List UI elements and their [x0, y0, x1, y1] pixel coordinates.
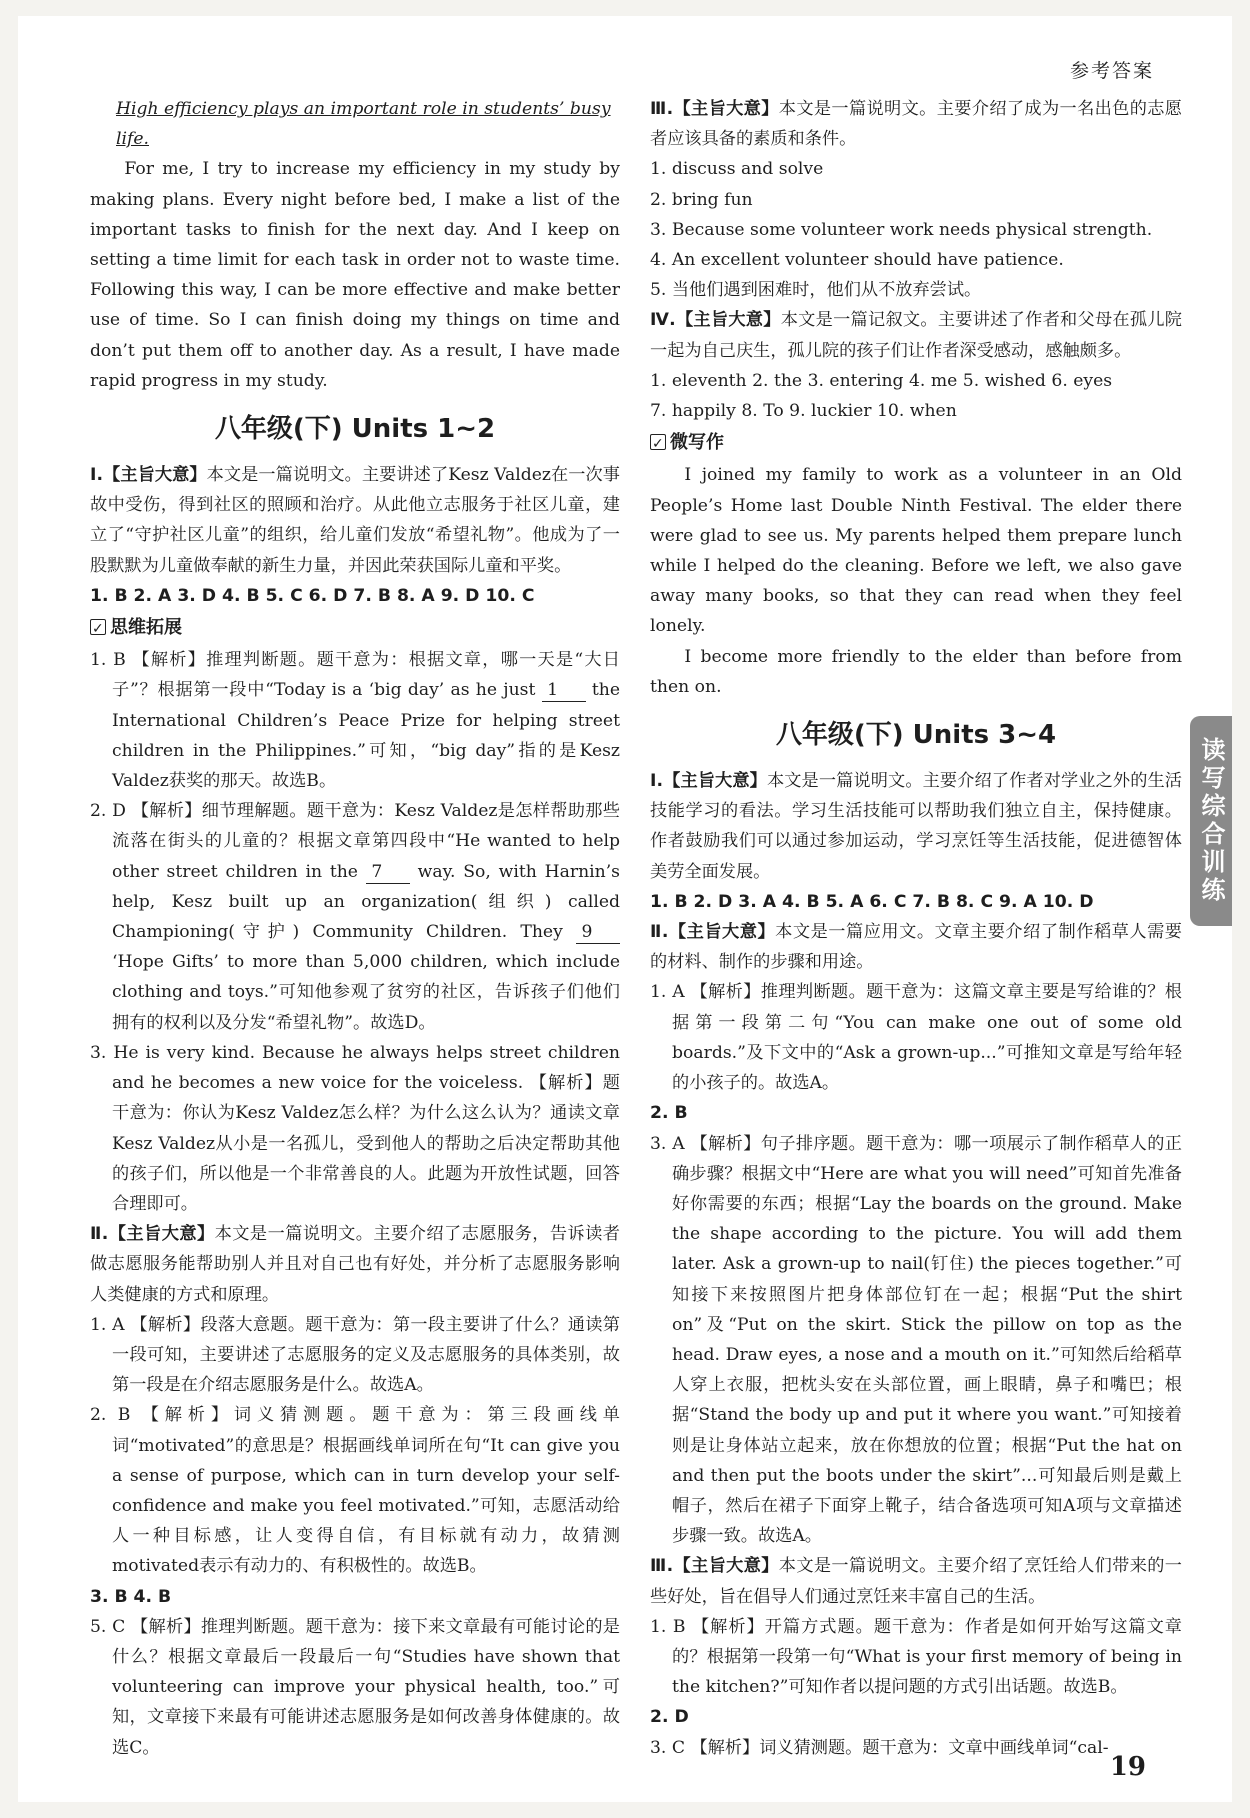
thinking-answer-3: 3. He is very kind. Because he always helps street children and he becomes a new voice for the voiceless. 【解析】题干意为：你认为Kesz Valdez怎么样？为什么这么认为？通读文章Kesz Valdez从小是一名孤儿，受到他人的帮助之后决定帮助其他的孩子们，所以他是一个非常善良的人。此题为开放性试题，回答合理即可。: [90, 1042, 620, 1214]
page-number: 19: [1109, 1752, 1146, 1782]
left-column: [90, 94, 620, 1763]
unit-heading-1-2: 八年级(下) Units 1~2: [214, 414, 496, 445]
section-4-answers-line-2: 7. happily 8. To 9. luckier 10. when: [650, 401, 957, 422]
section-3-answer-2: 2. bring fun: [650, 189, 753, 210]
essay-intro-line: High efficiency plays an important role in students’ busy life.: [116, 99, 611, 150]
section-2-q3-q4: 3. B 4. B: [90, 1586, 172, 1607]
section-2-q5: 5. C 【解析】推理判断题。题干意为：接下来文章最有可能讨论的是什么？根据文章最后一段最后一句“Studies have shown that volunteering can improve your physical health, too.”可知，文章接下来最有可能讲述志愿服务是如何改善身体健康的。故选C。: [90, 1616, 620, 1758]
micro-writing-paragraph-1: I joined my family to work as a volunteer in an Old People’s Home last Double Ninth Festival. The elder there were glad to see us. My parents helped them prepare lunch while I helped do the cleaning. Before we left, we also gave away many books, so that they can read when they feel lonely.: [650, 465, 1182, 637]
section-1-tag: Ⅰ.【主旨大意】: [90, 465, 207, 486]
section-2-q2: 2. B 【解析】词义猜测题。题干意为：第三段画线单词“motivated”的意思是？根据画线单词所在句“It can give you a sense of purpose, which can in turn develop your self-confidence and make you feel motivated.”可知，志愿活动给人一种目标感，让人变得自信，有目标就有动力，故猜测motivated表示有动力的、有积极性的。故选B。: [90, 1405, 620, 1577]
right-column: [650, 94, 1182, 1763]
micro-writing-paragraph-2: I become more friendly to the elder than before from then on.: [650, 646, 1182, 697]
section-3-answer-5: 5. 当他们遇到困难时，他们从不放弃尝试。: [650, 280, 982, 301]
section-2-q1: 1. A 【解析】段落大意题。题干意为：第一段主要讲了什么？通读第一段可知，主要讲述了志愿服务的定义及志愿服务的具体类别，故第一段是在介绍志愿服务是什么。故选A。: [90, 1314, 620, 1396]
section-4-summary: Ⅳ.【主旨大意】本文是一篇记叙文。主要讲述了作者和父母在孤儿院一起为自己庆生，孤儿院的孩子们让作者深受感动，感触颇多。: [650, 310, 1182, 361]
side-tab-label: 读写综合训练: [1190, 716, 1232, 926]
unit-heading-3-4: 八年级(下) Units 3~4: [775, 720, 1057, 751]
unit34-section-3-q1: 1. B 【解析】开篇方式题。题干意为：作者是如何开始写这篇文章的？根据第一段第一句“What is your first memory of being in the kitchen?”可知作者以提问题的方式引出话题。故选B。: [650, 1616, 1182, 1698]
page-header: 参考答案: [1069, 60, 1154, 82]
unit34-section-3-q2: 2. D: [650, 1707, 689, 1728]
thinking-answer-2: 2. D 【解析】细节理解题。题干意为：Kesz Valdez是怎样帮助那些流落在街头的儿童的？根据文章第四段中“He wanted to help other street children in the 7 way. So, with Harnin’s help, Kesz built up an organization(组织) called Championing(守护) Community Children. They 9 ‘Hope Gifts’ to more than 5,000 children, which include clothing and toys.”可知他参观了贫穷的社区，告诉孩子们他们拥有的权利以及分发“希望礼物”。故选D。: [90, 801, 621, 1033]
section-3-answer-4: 4. An excellent volunteer should have patience.: [650, 250, 1064, 271]
unit34-section-1-summary: Ⅰ.【主旨大意】本文是一篇说明文。主要介绍了作者对学业之外的生活技能学习的看法。学习生活技能可以帮助我们独立自主，保持健康。作者鼓励我们可以通过参加运动，学习烹饪等生活技能，促进德智体美劳全面发展。: [650, 771, 1182, 882]
unit34-section-2-q3: 3. A 【解析】句子排序题。题干意为：哪一项展示了制作稻草人的正确步骤？根据文中“Here are what you will need”可知首先准备好你需要的东西；根据“Lay the boards on the ground. Make the shape according to the picture. You will add them later. Ask a grown-up to nail(钉住) the pieces together.”可知接下来按照图片把身体部位钉在一起；根据“Put the shirt on”及“Put on the skirt. Stick the pillow on top as the head. Draw eyes, a nose and a mouth on it.”可知然后给稻草人穿上衣服，把枕头安在头部位置，画上眼睛，鼻子和嘴巴；根据“Stand the body up and put it where you want.”可知接着则是让身体站立起来，放在你想放的位置；根据“Put the hat on and then put the boots under the skirt”...可知最后则是戴上帽子，然后在裙子下面穿上靴子，结合备选项可知A项与文章描述步骤一致。故选A。: [650, 1133, 1182, 1547]
thinking-answer-1: 1. B 【解析】推理判断题。题干意为：根据文章，哪一天是“大日子”？根据第一段中“Today is a ‘big day’ as he just 1 the International Children’s Peace Prize for helping street children in the Philippines.”可知，“big day”指的是Kesz Valdez获奖的那天。故选B。: [90, 650, 621, 792]
essay-paragraph: For me, I try to increase my efficiency in my study by making plans. Every night before bed, I make a list of the important tasks to finish for the next day. And I keep on setting a time limit for each task in order not to waste time. Following this way, I can be more effective and make better use of time. So I can finish doing my things on time and don’t put them off to another day. As a result, I have made rapid progress in my study.: [90, 159, 620, 391]
unit34-section-2-q2: 2. B: [650, 1103, 688, 1124]
answer-page: [18, 16, 1232, 1802]
section-3-summary: Ⅲ.【主旨大意】本文是一篇说明文。主要介绍了成为一名出色的志愿者应该具备的素质和条件。: [650, 99, 1182, 150]
unit34-section-1-answers: 1. B 2. D 3. A 4. B 5. A 6. C 7. B 8. C 9. A 10. D: [650, 891, 1094, 912]
section-3-answer-3: 3. Because some volunteer work needs physical strength.: [650, 219, 1153, 240]
unit34-section-2-summary: Ⅱ.【主旨大意】本文是一篇应用文。文章主要介绍了制作稻草人需要的材料、制作的步骤和用途。: [650, 922, 1182, 973]
micro-writing-title: ✓微写作: [650, 428, 1182, 458]
checkbox-icon: [650, 434, 666, 450]
section-4-answers-line-1: 1. eleventh 2. the 3. entering 4. me 5. wished 6. eyes: [650, 370, 1113, 391]
unit34-section-2-q1: 1. A 【解析】推理判断题。题干意为：这篇文章主要是写给谁的？根据第一段第二句“You can make one out of some old boards.”及下文中的“Ask a grown-up...”可推知文章是写给年轻的小孩子的。故选A。: [650, 982, 1182, 1094]
section-1-text: 本文是一篇说明文。主要讲述了Kesz Valdez在一次事故中受伤，得到社区的照顾和治疗。从此他立志服务于社区儿童，建立了“守护社区儿童”的组织，给儿童们发放“希望礼物”。他成为了一股默默为儿童做奉献的新生力量，并因此荣获国际儿童和平奖。: [90, 465, 620, 576]
unit34-section-3-q3: 3. C 【解析】词义猜测题。题干意为：文章中画线单词“cal-: [650, 1737, 1109, 1758]
blank-9: 9: [576, 921, 620, 944]
blank-1: 1: [542, 679, 586, 702]
checkbox-icon: [90, 619, 106, 635]
blank-7: 7: [366, 861, 410, 884]
section-2-summary: Ⅱ.【主旨大意】本文是一篇说明文。主要介绍了志愿服务，告诉读者做志愿服务能帮助别人并且对自己也有好处，并分析了志愿服务影响人类健康的方式和原理。: [90, 1224, 620, 1305]
section-1-summary: [90, 460, 620, 581]
unit34-section-3-summary: Ⅲ.【主旨大意】本文是一篇说明文。主要介绍了烹饪给人们带来的一些好处，旨在倡导人们通过烹饪来丰富自己的生活。: [650, 1556, 1182, 1607]
section-3-answer-1: 1. discuss and solve: [650, 159, 824, 180]
section-1-answers: 1. B 2. A 3. D 4. B 5. C 6. D 7. B 8. A 9. D 10. C: [90, 585, 535, 606]
thinking-expansion-title: ✓思维拓展: [90, 613, 620, 643]
